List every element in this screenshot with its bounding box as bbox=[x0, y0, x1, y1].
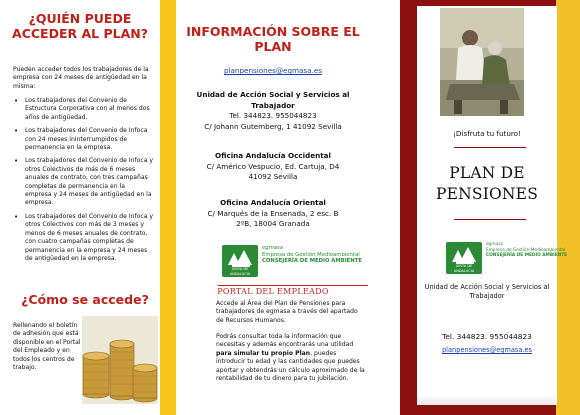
junta-andalucia-emblem: JUNTA DE ANDALUCIA bbox=[222, 245, 258, 277]
office-social-unit: Unidad de Acción Social y Servicios al Trabajador Tel. 344823. 955044823 C/ Johann Gutemberg, 1 41092 Sevilla bbox=[196, 90, 350, 131]
portal-text-2: Podrás consultar toda la información que necesitas y además encontrarás una utilidad para simular tu propio Plan, puedes introducir tu edad y las cantidades que puedes aportar y obtendrás un cálculo aproximado de la rentabilidad de tu dinero para tu jubilación. bbox=[216, 333, 365, 383]
cover-divider-top bbox=[454, 147, 526, 148]
left-yellow-strip bbox=[160, 0, 176, 415]
who-can-access-title: ¿QUIÉN PUEDE ACCEDER AL PLAN? bbox=[12, 11, 148, 41]
info-email-link[interactable]: planpensiones@egmasa.es bbox=[223, 66, 323, 75]
cover-slogan: ¡Disfruta tu futuro! bbox=[453, 129, 521, 138]
egmasa-logo-text: egmasa Empresa de Gestión Medioambiental CONSEJERÍA DE MEDIO AMBIENTE bbox=[486, 242, 568, 259]
list-item: • Los trabajadores del Convenio de Infoca con 24 meses ininterrumpidos de permanencia en la empresa. bbox=[13, 127, 153, 152]
cover-department: Unidad de Acción Social y Servicios al Trabajador bbox=[424, 283, 550, 300]
cover-panel bbox=[400, 0, 580, 415]
middle-panel bbox=[176, 0, 370, 415]
egmasa-logo-text: egmasa Empresa de Gestión Medioambiental CONSEJERÍA DE MEDIO AMBIENTE bbox=[262, 245, 362, 265]
who-intro-text: Pueden acceder todos los trabajadores de la empresa con 24 meses de antigüedad en la misma: bbox=[13, 66, 149, 90]
simulate-plan-emphasis: para simular tu propio Plan bbox=[216, 349, 311, 357]
portal-divider bbox=[218, 285, 368, 286]
cover-card-shadow bbox=[417, 395, 557, 405]
portal-text-1: Accede al Área del Plan de Pensiones para trabajadores de egmasa a través del apartado de Recursos Humanos. bbox=[216, 300, 358, 324]
office-western: Oficina Andalucía Occidental C/ Américo Vespucio, Ed. Cartuja, D4 41092 Sevilla bbox=[206, 151, 340, 181]
how-to-access-title: ¿Cómo se accede? bbox=[21, 292, 149, 307]
cover-phone: Tel. 344823. 955044823 bbox=[442, 332, 532, 341]
coins-image bbox=[82, 316, 158, 404]
list-item: • Los trabajadores del Convenio de Infoca y otros Colectivos de más de 6 meses anuales de contrato, con tres campañas completas de permanencia en la empresa y 24 meses de antigüedad en la empresa. bbox=[13, 157, 153, 207]
cover-divider-bottom bbox=[454, 219, 526, 220]
cover-email-link[interactable]: planpensiones@egmasa.es bbox=[442, 346, 532, 354]
list-item: • Los trabajadores del Convenio de Estructura Corporativa con al menos dos años de antigüedad. bbox=[13, 97, 153, 122]
senior-couple-photo bbox=[440, 8, 524, 116]
eligibility-list bbox=[13, 97, 153, 268]
egmasa-logo bbox=[222, 245, 362, 277]
cover-yellow-strip bbox=[556, 0, 580, 415]
portal-title: PORTAL DEL EMPLEADO bbox=[217, 287, 329, 296]
cover-title: PLAN DE PENSIONES bbox=[435, 164, 539, 203]
list-item: • Los trabajadores del Convenio de Infoca y otros Colectivos con más de 3 meses y menos de 6 meses anuales de contrato, con cuatro campañas completas de permanencia en la empresa y 24 meses de antigüedad en la empresa. bbox=[13, 213, 153, 263]
left-panel bbox=[0, 0, 174, 415]
office-eastern: Oficina Andalucía Oriental C/ Marqués de la Ensenada, 2 esc. B 2ºB, 18004 Granada bbox=[207, 198, 339, 228]
junta-andalucia-emblem: JUNTA DE ANDALUCIA bbox=[446, 242, 482, 274]
info-title: INFORMACIÓN SOBRE EL PLAN bbox=[186, 24, 360, 54]
cover-egmasa-logo bbox=[446, 242, 567, 274]
how-to-access-text: Rellenando el boletín de adhesión que está disponible en el Portal del Empleado y en todos los centros de trabajo. bbox=[13, 322, 81, 372]
